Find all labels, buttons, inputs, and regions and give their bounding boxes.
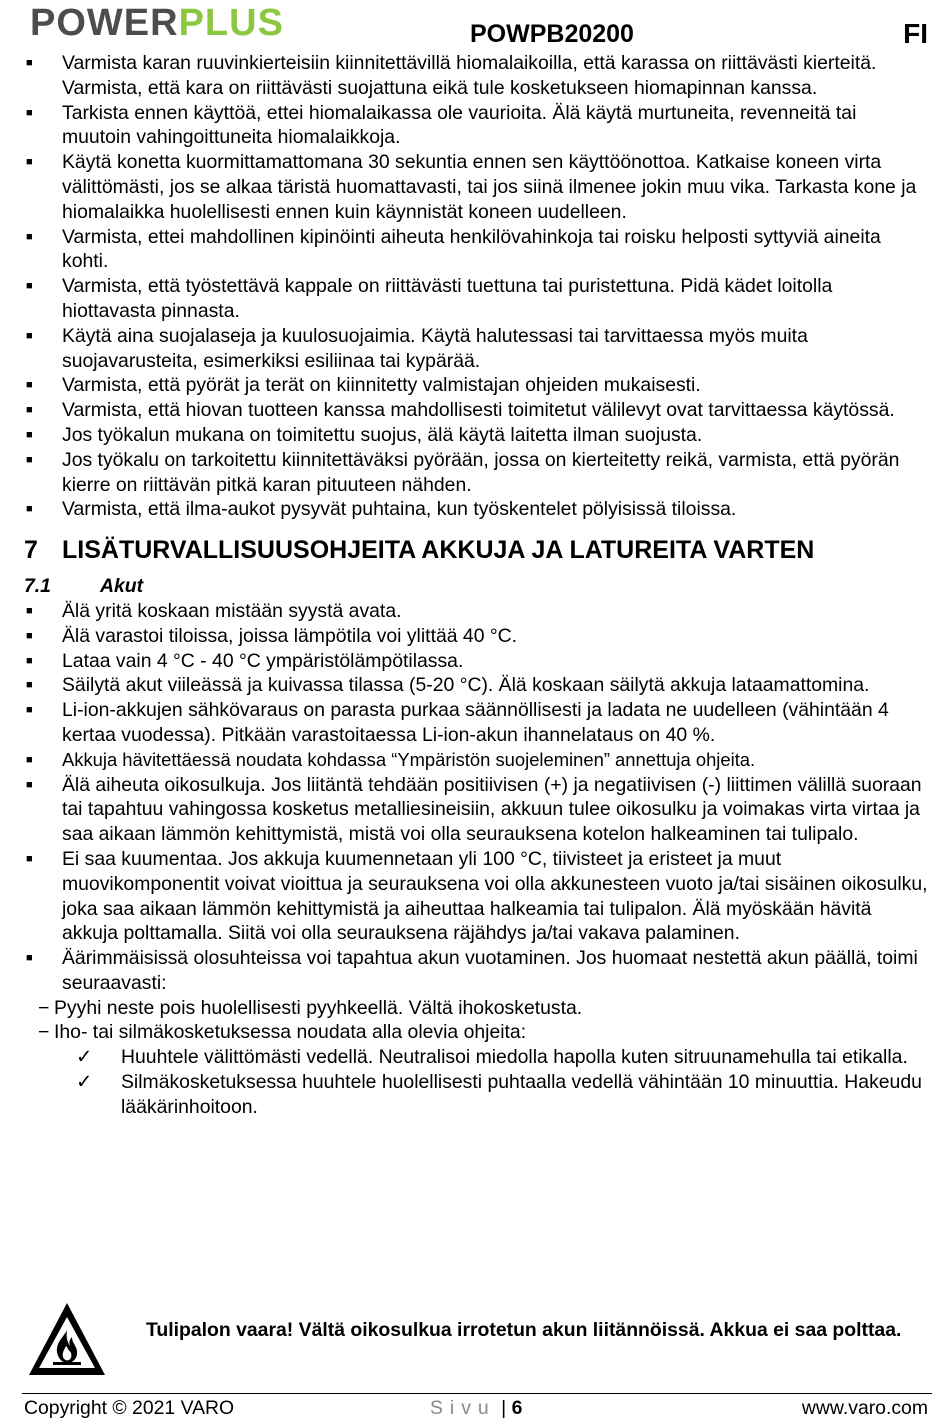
square-bullet-icon: ■ [26, 57, 33, 69]
subsection-heading [24, 574, 929, 599]
fire-warning-box [24, 1300, 929, 1380]
square-bullet-icon: ■ [26, 428, 33, 441]
list-item-text: Varmista, että pyörät ja terät on kiinnitetty valmistajan ohjeiden mukaisesti. [62, 374, 701, 397]
fire-warning-text: Tulipalon vaara! Vältä oikosulkua irrotetun akun liitännöissä. Akkua ei saa polttaa. [146, 1319, 902, 1341]
list-item-text: Li-ion-akkujen sähkövaraus on parasta purkaa säännöllisesti ja ladata ne uudelleen (vähintään 4 kertaa vuodessa). Pitkään varastoitaessa Li-ion-akun ihannelataus on 40 %. [62, 699, 889, 746]
page-number: 6 [511, 1397, 523, 1419]
list-item-text: Varmista, ettei mahdollinen kipinöinti aiheuta henkilövahinkoja tai roisku helposti syttyviä aineita kohti. [62, 225, 881, 273]
list-item-text: Jos työkalu on tarkoitettu kiinnitettäväksi pyörään, jossa on kierteitetty reikä, varmista, että pyörän kierre on riittävän pitkä karan pituuteen nähden. [62, 448, 900, 496]
footer-copyright: Copyright © 2021 VARO [24, 1397, 235, 1419]
dash-bullet-icon: − [38, 1021, 50, 1044]
list-item-text: Ei saa kuumentaa. Jos akkuja kuumennetaan yli 100 °C, tiivisteet ja eristeet ja muut muovikomponentit voivat vioittua ja seurauksena voi olla akkunesteen vuoto ja/tai sisäinen oikosulku, joka saa aikaan lämmön kehittymistä ja aiheuttaa halkeamia tai tulipalon. Älä myöskään hävitä akkuja polttamalla. Siitä voi olla seurauksena räjähdys ja/tai vakava palaminen. [62, 847, 928, 945]
section-title: LISÄTURVALLISUUSOHJEITA AKKUJA JA LATUREITA VARTEN [62, 536, 815, 565]
square-bullet-icon: ■ [26, 453, 33, 466]
list-item [24, 398, 929, 423]
list-item-text: Pyyhi neste pois huolellisesti pyyhkeellä. Vältä ihokosketusta. [54, 996, 583, 1019]
list-item [24, 101, 929, 151]
logo-part-power: POWER [30, 2, 179, 44]
brand-logo [30, 2, 284, 45]
list-item [24, 1045, 929, 1070]
list-item [24, 373, 929, 398]
square-bullet-icon: ■ [26, 778, 33, 791]
list-item [24, 225, 929, 275]
list-item [24, 624, 929, 649]
footer-website: www.varo.com [801, 1397, 928, 1419]
square-bullet-icon: ■ [26, 329, 33, 342]
square-bullet-icon: ■ [26, 156, 33, 169]
page-separator: | [501, 1397, 507, 1419]
list-item [24, 946, 929, 996]
list-item [24, 599, 929, 624]
square-bullet-icon: ■ [26, 106, 33, 119]
list-item-text: Älä varastoi tiloissa, joissa lämpötila voi ylittää 40 °C. [62, 624, 518, 647]
list-item [24, 996, 929, 1021]
square-bullet-icon: ■ [26, 654, 33, 667]
list-item [24, 324, 929, 374]
dash-list [24, 996, 929, 1046]
check-mark-icon: ✓ [76, 1071, 93, 1094]
square-bullet-icon: ■ [26, 704, 33, 717]
list-item-text: Älä aiheuta oikosulkuja. Jos liitäntä tehdään positiivisen (+) ja negatiivisen (-) liittimen välillä suoraan tai tapahtuu vahingossa kosketus metalliesineisiin, akkuun tulee oikosulku ja voimakas virta virtaa ja saa aikaan lämmön kehittymistä, mistä voi olla seurauksena kotelon halkeaminen tai tulipalo. [62, 773, 922, 846]
logo-part-plus: PLUS [178, 2, 284, 44]
list-item-text: Älä yritä koskaan mistään syystä avata. [62, 599, 402, 622]
fire-hazard-icon [26, 1300, 108, 1380]
square-bullet-icon: ■ [26, 852, 33, 865]
list-item-text: Akkuja hävitettäessä noudata kohdassa “Ympäristön suojeleminen” annettuja ohjeita. [62, 748, 756, 770]
dash-bullet-icon: − [38, 996, 50, 1019]
page-word: Sivu [430, 1397, 496, 1419]
list-item [24, 673, 929, 698]
list-item-text: Käytä aina suojalaseja ja kuulosuojaimia. Käytä halutessasi tai tarvittaessa myös muita suojavarusteita, esimerkiksi esiliinaa tai kypärää. [62, 324, 808, 372]
model-number: POWPB20200 [470, 20, 634, 48]
list-item-text: Huuhtele välittömästi vedellä. Neutralisoi miedolla hapolla kuten sitruunamehulla tai etikalla. [121, 1046, 908, 1069]
list-item [24, 847, 929, 946]
square-bullet-icon: ■ [26, 379, 33, 392]
square-bullet-icon: ■ [26, 280, 33, 293]
list-item [24, 748, 929, 773]
square-bullet-icon: ■ [26, 604, 33, 617]
list-item [24, 150, 929, 224]
list-item-text: Varmista, että työstettävä kappale on riittävästi tuettuna tai puristettuna. Pidä kädet loitolla hiottavasta pinnasta. [62, 275, 833, 322]
list-item-text: Lataa vain 4 °C - 40 °C ympäristölämpötilassa. [62, 649, 464, 672]
battery-bullet-list [24, 599, 929, 996]
square-bullet-icon: ■ [26, 230, 33, 243]
list-item [24, 1020, 929, 1045]
check-mark-icon: ✓ [76, 1046, 93, 1069]
list-item-text: Säilytä akut viileässä ja kuivassa tilassa (5-20 °C). Älä koskaan säilytä akkuja lataamattomina. [62, 674, 870, 697]
list-item-text: Tarkista ennen käyttöä, ettei hiomalaikassa ole vaurioita. Älä käytä murtuneita, revenneitä tai muutoin vahingoittuneita hiomalaikkoja. [62, 101, 857, 149]
document-body [24, 51, 929, 1120]
square-bullet-icon: ■ [26, 629, 33, 642]
list-item [24, 1070, 929, 1120]
list-item [24, 51, 929, 101]
square-bullet-icon: ■ [26, 753, 33, 766]
check-list [24, 1045, 929, 1119]
list-item [24, 497, 929, 522]
list-item-text: Äärimmäisissä olosuhteissa voi tapahtua akun vuotaminen. Jos huomaat nestettä akun päällä, toimi seuraavasti: [62, 947, 918, 994]
language-code: FI [903, 18, 928, 49]
section-number: 7 [24, 536, 38, 565]
subsection-title: Akut [100, 575, 144, 598]
list-item-text: Jos työkalun mukana on toimitettu suojus, älä käytä laitetta ilman suojusta. [62, 423, 703, 446]
list-item [24, 698, 929, 748]
list-item-text: Varmista karan ruuvinkierteisiin kiinnitettävillä hiomalaikoilla, että karassa on riittävästi kierteitä. Varmista, että kara on riittävästi suojattuna eikä tule kosketukseen hiomapinnan kanssa. [62, 52, 877, 99]
list-item-text: Silmäkosketuksessa huuhtele huolellisesti puhtaalla vedellä vähintään 10 minuuttia. Hakeudu lääkärinhoitoon. [121, 1071, 922, 1118]
list-item-text: Varmista, että ilma-aukot pysyvät puhtaina, kun työskentelet pölyisissä tiloissa. [62, 498, 737, 521]
footer-page-indicator [430, 1397, 522, 1420]
square-bullet-icon: ■ [26, 404, 33, 417]
section-heading [24, 534, 929, 566]
square-bullet-icon: ■ [26, 503, 33, 516]
subsection-number: 7.1 [24, 575, 51, 598]
list-item-text: Iho- tai silmäkosketuksessa noudata alla olevia ohjeita: [54, 1021, 527, 1044]
square-bullet-icon: ■ [26, 952, 33, 965]
safety-bullet-list [24, 51, 929, 522]
list-item [24, 274, 929, 324]
list-item [24, 448, 929, 498]
list-item [24, 423, 929, 448]
list-item-text: Käytä konetta kuormittamattomana 30 sekuntia ennen sen käyttöönottoa. Katkaise koneen virta välittömästi, jos se alkaa täristä huomattavasti, tai jos siinä ilmenee jokin muu vika. Tarkasta kone ja hiomalaikka huolellisesti ennen kuin käynnistät koneen uudelleen. [62, 151, 917, 223]
list-item [24, 773, 929, 847]
list-item [24, 649, 929, 674]
square-bullet-icon: ■ [26, 679, 33, 692]
footer-divider [22, 1393, 932, 1394]
list-item-text: Varmista, että hiovan tuotteen kanssa mahdollisesti toimitetut välilevyt ovat tarvittaessa käytössä. [62, 399, 895, 422]
